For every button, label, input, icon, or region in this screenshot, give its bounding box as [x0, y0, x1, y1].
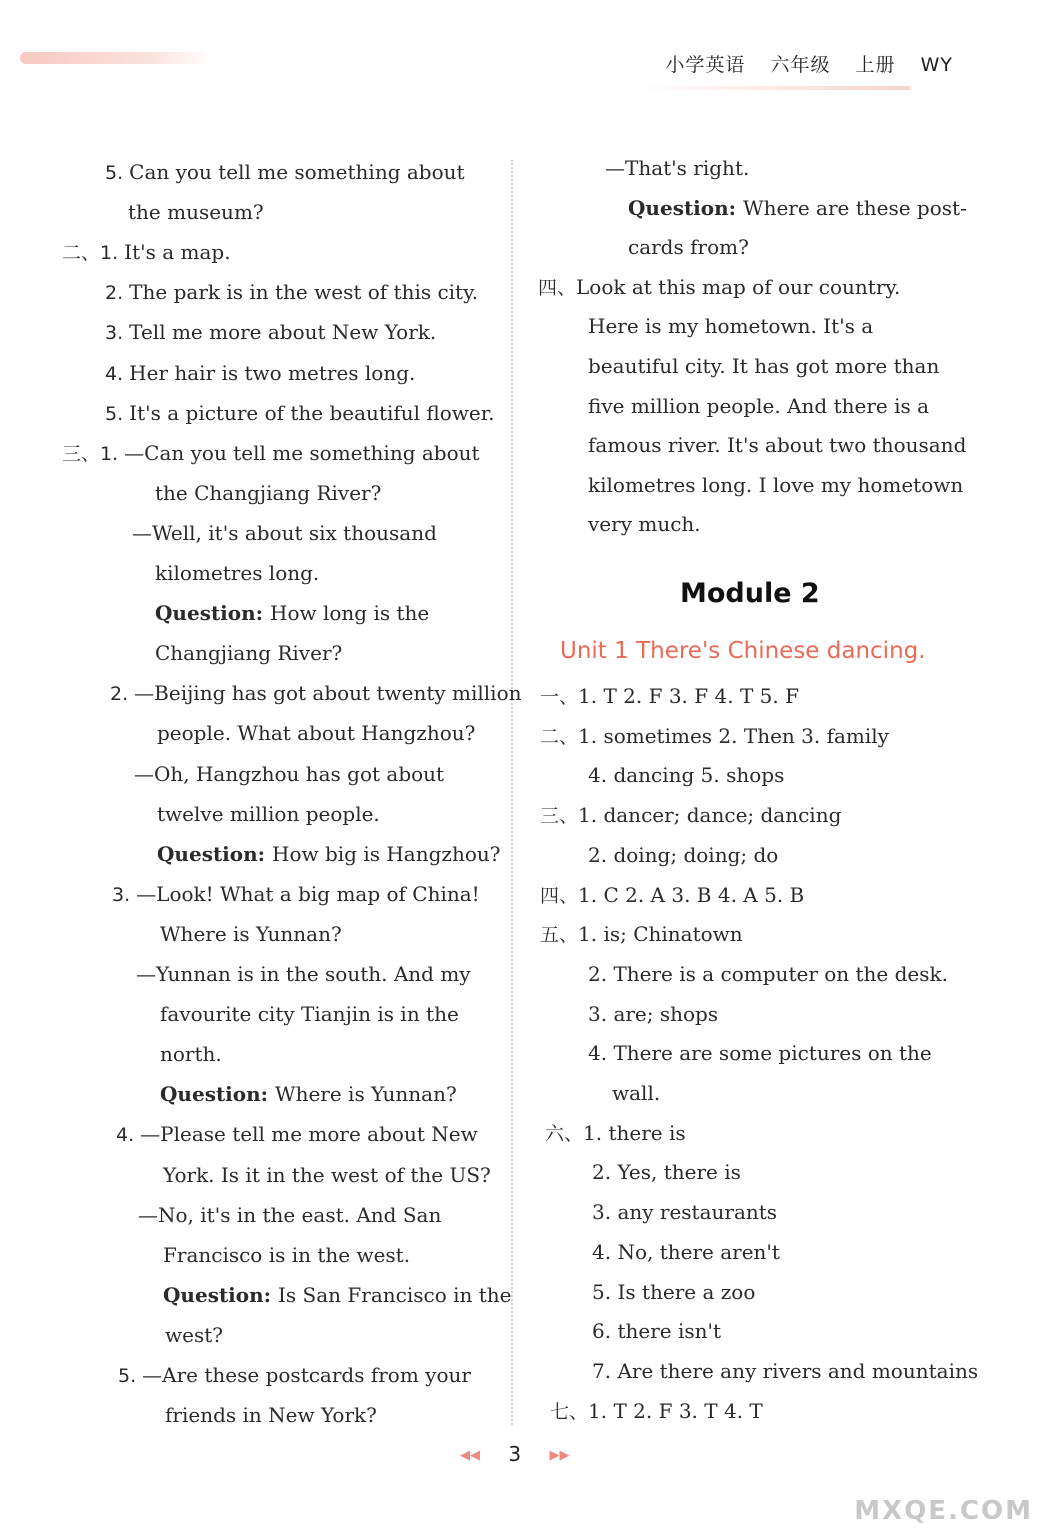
- page-header: [647, 50, 953, 77]
- text-line: [112, 874, 480, 914]
- item-text: famous river. It's about two thousand: [588, 433, 967, 458]
- item-text: It's a map.: [124, 240, 231, 265]
- item-text: 1. C 2. A 3. B 4. A 5. B: [578, 882, 805, 907]
- text-line: [588, 835, 778, 875]
- item-text: —Well, it's about six thousand: [132, 520, 437, 545]
- text-line: [163, 1235, 410, 1275]
- item-marker: 二、: [540, 725, 579, 748]
- item-marker: 四、: [538, 276, 577, 299]
- text-line: [157, 834, 500, 874]
- item-text: Can you tell me something about: [129, 160, 465, 184]
- item-text: west?: [165, 1322, 223, 1347]
- text-line: [545, 1113, 686, 1153]
- item-text: Where is Yunnan?: [160, 921, 342, 946]
- item-text: wall.: [612, 1081, 661, 1105]
- item-text: 4. There are some pictures on the: [588, 1041, 932, 1066]
- text-line: [160, 994, 459, 1034]
- text-line: [612, 1073, 660, 1113]
- text-line: [155, 633, 342, 673]
- text-line: [588, 465, 963, 505]
- text-line: [138, 1195, 441, 1235]
- item-text: kilometres long.: [155, 561, 320, 585]
- item-text: —Please tell me more about New: [140, 1122, 478, 1147]
- item-marker: 2.: [105, 282, 130, 305]
- item-text: north.: [160, 1042, 222, 1067]
- item-text: —Yunnan is in the south. And my: [136, 962, 471, 986]
- text-line: [136, 954, 471, 994]
- text-line: [132, 513, 437, 553]
- text-line: [105, 312, 436, 352]
- watermark: MXQE.COM: [854, 1496, 1033, 1526]
- text-line: [157, 713, 475, 753]
- text-line: [588, 346, 939, 386]
- text-line: [62, 232, 231, 272]
- text-line: [118, 1355, 471, 1395]
- header-edition: WY: [920, 54, 953, 76]
- item-text: 1. T 2. F 3. F 4. T 5. F: [578, 684, 799, 708]
- text-line: [540, 716, 889, 756]
- text-line: [628, 188, 967, 228]
- text-line: [165, 1395, 377, 1435]
- item-text: five million people. And there is a: [588, 393, 930, 418]
- text-line: [62, 433, 480, 473]
- text-line: [134, 754, 444, 794]
- item-text: —Are these postcards from your: [142, 1363, 471, 1387]
- item-text: the Changjiang River?: [155, 480, 382, 505]
- text-line: [155, 473, 381, 513]
- item-text: people. What about Hangzhou?: [157, 721, 476, 746]
- item-text: 1. sometimes 2. Then 3. family: [578, 723, 889, 748]
- text-line: [588, 504, 701, 544]
- text-line: [163, 1275, 512, 1315]
- text-line: [116, 1114, 478, 1154]
- item-text: Changjiang River?: [155, 641, 343, 666]
- item-marker: 5.: [118, 1365, 143, 1387]
- item-marker: 4.: [105, 362, 130, 385]
- item-text: How long is the: [270, 601, 430, 626]
- item-text: 4. No, there aren't: [592, 1239, 780, 1264]
- text-line: [588, 1033, 932, 1073]
- text-line: [538, 267, 900, 307]
- item-text: —No, it's in the east. And San: [138, 1202, 442, 1227]
- text-line: [628, 227, 749, 267]
- item-text: —Can you tell me something about: [124, 440, 480, 465]
- header-volume: 上册: [855, 54, 896, 76]
- item-text: 3. any restaurants: [592, 1200, 778, 1225]
- item-text: It's a picture of the beautiful flower.: [129, 400, 495, 425]
- header-decoration-stripe: [20, 52, 210, 64]
- item-text: Her hair is two metres long.: [129, 360, 416, 385]
- text-line: [110, 673, 522, 713]
- text-line: [550, 1391, 763, 1431]
- item-text: favourite city Tianjin is in the: [160, 1002, 459, 1027]
- header-subject: 小学英语: [665, 54, 746, 76]
- item-text: —Look! What a big map of China!: [136, 881, 480, 906]
- item-marker: 3.: [105, 322, 130, 345]
- item-text: cards from?: [628, 235, 749, 260]
- item-text: Tell me more about New York.: [129, 320, 437, 345]
- page-footer: [460, 1442, 569, 1466]
- item-marker: 三、1.: [62, 442, 125, 465]
- text-line: [588, 386, 929, 426]
- text-line: [605, 148, 749, 188]
- text-line: [155, 553, 319, 593]
- item-text: 2. There is a computer on the desk.: [588, 961, 948, 986]
- text-line: [592, 1272, 755, 1312]
- item-text: friends in New York?: [165, 1403, 377, 1428]
- item-marker: 七、: [550, 1400, 589, 1423]
- text-line: [592, 1192, 777, 1232]
- item-text: 6. there isn't: [592, 1319, 722, 1344]
- text-line: [592, 1351, 978, 1391]
- item-text: —That's right.: [605, 156, 750, 180]
- item-text: Here is my hometown. It's a: [588, 314, 874, 339]
- item-text: 3. are; shops: [588, 1001, 719, 1026]
- text-line: [160, 914, 342, 954]
- item-marker: 4.: [116, 1124, 141, 1147]
- text-line: [105, 152, 465, 192]
- page-number: 3: [508, 1442, 522, 1466]
- header-grade: 六年级: [770, 54, 831, 76]
- text-line: [540, 914, 743, 954]
- item-marker: Question:: [155, 601, 271, 626]
- item-marker: Question:: [628, 195, 744, 220]
- item-text: 1. dancer; dance; dancing: [578, 803, 842, 828]
- text-line: [163, 1155, 491, 1195]
- item-text: York. Is it in the west of the US?: [163, 1162, 491, 1187]
- item-text: the museum?: [128, 200, 264, 225]
- text-line: [588, 954, 948, 994]
- item-text: beautiful city. It has got more than: [588, 354, 940, 378]
- item-marker: Question:: [160, 1082, 276, 1107]
- text-line: [588, 306, 873, 346]
- item-text: 4. dancing 5. shops: [588, 763, 785, 788]
- text-line: [540, 875, 804, 915]
- header-decoration-line: [640, 86, 910, 90]
- unit-title: Unit 1 There's Chinese dancing.: [560, 638, 926, 664]
- item-text: 5. Is there a zoo: [592, 1279, 756, 1304]
- item-text: 2. Yes, there is: [592, 1160, 741, 1185]
- item-text: Where are these post-: [743, 195, 967, 220]
- text-line: [160, 1074, 457, 1114]
- item-text: 1. there is: [583, 1120, 686, 1145]
- item-marker: Question:: [157, 841, 273, 866]
- item-text: Where is Yunnan?: [275, 1082, 457, 1107]
- item-marker: Question:: [163, 1282, 279, 1307]
- item-text: twelve million people.: [157, 801, 380, 826]
- text-line: [592, 1152, 741, 1192]
- item-text: The park is in the west of this city.: [129, 280, 479, 305]
- item-text: Francisco is in the west.: [163, 1242, 411, 1267]
- item-marker: 五、: [540, 924, 579, 947]
- item-marker: 5.: [105, 162, 130, 184]
- column-divider: [511, 160, 513, 1425]
- text-line: [160, 1034, 222, 1074]
- item-marker: 5.: [105, 402, 130, 425]
- text-line: [540, 676, 799, 716]
- item-text: —Beijing has got about twenty million: [134, 681, 522, 706]
- text-line: [105, 393, 494, 433]
- item-text: 1. is; Chinatown: [578, 922, 743, 947]
- text-line: [588, 755, 784, 795]
- item-text: Look at this map of our country.: [576, 274, 901, 299]
- text-line: [588, 994, 718, 1034]
- text-line: [105, 353, 415, 393]
- item-text: 7. Are there any rivers and mountains: [592, 1358, 979, 1383]
- item-text: —Oh, Hangzhou has got about: [134, 761, 445, 786]
- item-text: How big is Hangzhou?: [272, 841, 501, 866]
- item-marker: 2.: [110, 683, 135, 706]
- module-title: Module 2: [680, 578, 820, 609]
- text-line: [540, 795, 841, 835]
- item-marker: 三、: [540, 805, 579, 828]
- item-text: kilometres long. I love my hometown: [588, 472, 964, 497]
- text-line: [165, 1315, 223, 1355]
- item-marker: 六、: [545, 1122, 584, 1145]
- item-marker: 四、: [540, 884, 579, 907]
- text-line: [157, 794, 380, 834]
- item-text: 1. T 2. F 3. T 4. T: [588, 1398, 763, 1423]
- next-arrows-icon: ▶▶: [549, 1448, 570, 1463]
- item-marker: 3.: [112, 883, 137, 906]
- item-marker: 二、1.: [62, 242, 125, 265]
- text-line: [588, 425, 966, 465]
- item-marker: 一、: [540, 686, 579, 708]
- text-line: [592, 1311, 721, 1351]
- item-text: very much.: [588, 512, 701, 537]
- text-line: [155, 593, 429, 633]
- item-text: 2. doing; doing; do: [588, 842, 779, 867]
- text-line: [592, 1232, 780, 1272]
- item-text: Is San Francisco in the: [278, 1282, 512, 1307]
- text-line: [105, 272, 478, 312]
- text-line: [128, 192, 264, 232]
- prev-arrows-icon: ◀◀: [460, 1448, 480, 1463]
